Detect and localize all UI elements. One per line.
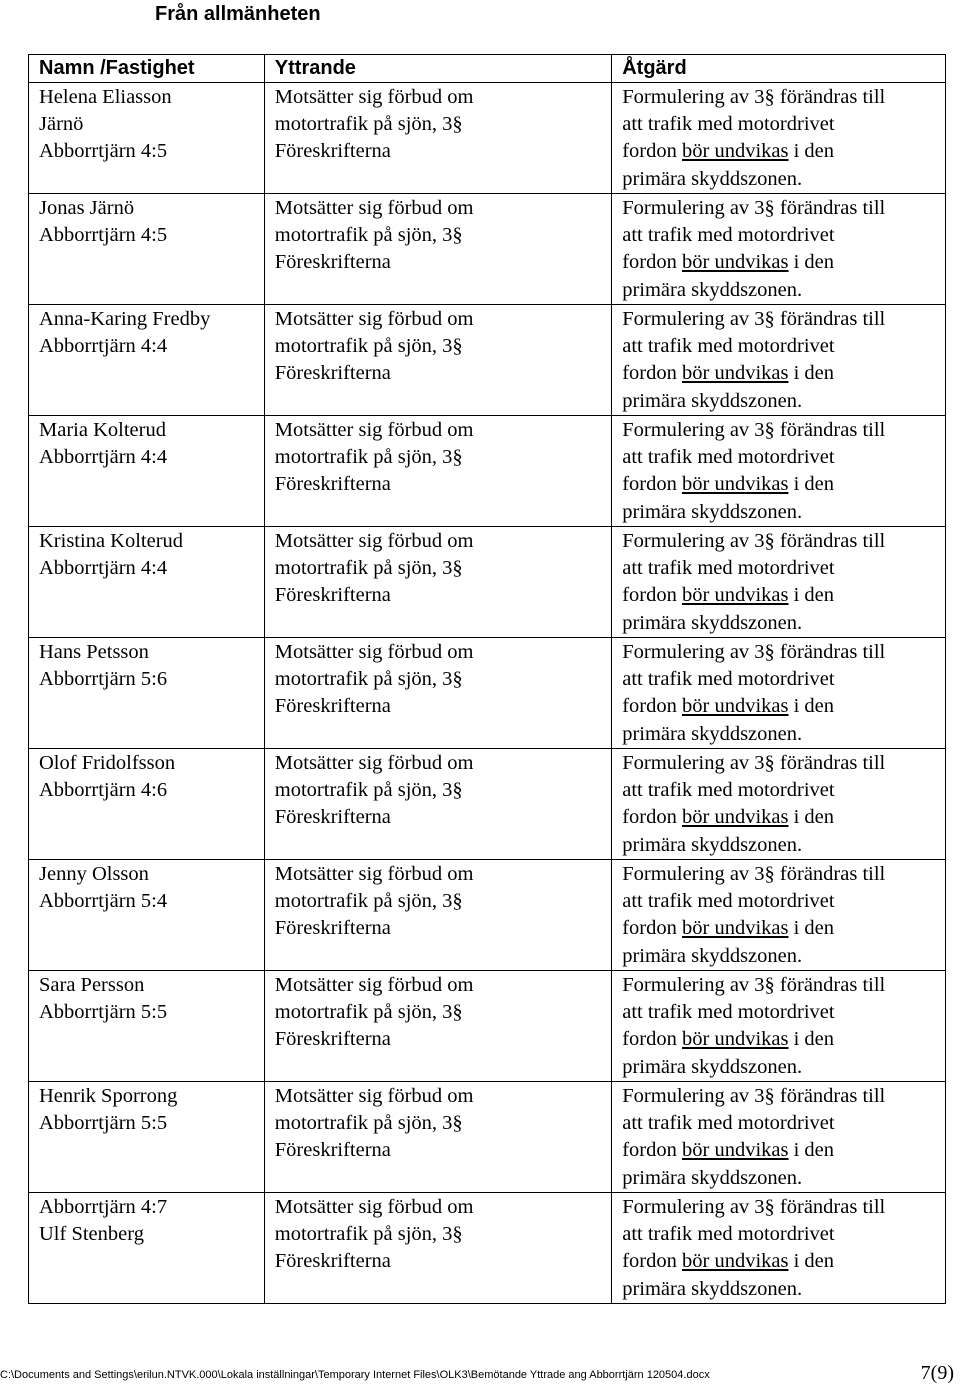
statements-table: [28, 54, 946, 1304]
action-line: [622, 1026, 945, 1053]
statement-line: Motsätter sig förbud om: [274, 86, 474, 108]
cell-name-property: [29, 749, 265, 860]
action-underlined-text: bör undvikas: [682, 473, 789, 496]
table-row: [29, 1193, 946, 1304]
statement-line: Motsätter sig förbud om: [274, 530, 474, 552]
cell-name-property: [29, 860, 265, 971]
action-text: i den: [788, 695, 835, 718]
action-line: primära skyddszonen.: [622, 722, 803, 745]
statement-line: Motsätter sig förbud om: [274, 419, 474, 441]
statement-line: Motsätter sig förbud om: [274, 308, 474, 330]
table-header: [29, 55, 946, 83]
statement-line: Motsätter sig förbud om: [274, 752, 474, 774]
action-text: fordon: [622, 806, 682, 829]
statement-line: Motsätter sig förbud om: [274, 1196, 474, 1218]
cell-statement: [264, 638, 611, 749]
statement-line: Föreskrifterna: [274, 806, 391, 829]
action-underlined-text: bör undvikas: [682, 806, 789, 829]
action-underlined-text: bör undvikas: [682, 584, 789, 607]
name-line: Abborrtjärn 4:7: [39, 1196, 168, 1218]
table-row: [29, 194, 946, 305]
action-underlined-text: bör undvikas: [682, 1139, 789, 1162]
action-line: primära skyddszonen.: [622, 1055, 803, 1078]
action-line: primära skyddszonen.: [622, 1277, 803, 1300]
action-line: att trafik med motordrivet: [622, 779, 835, 802]
cell-action: [612, 305, 946, 416]
statement-line: Föreskrifterna: [274, 362, 391, 385]
action-text: fordon: [622, 584, 682, 607]
action-underlined-text: bör undvikas: [682, 917, 789, 940]
action-text: fordon: [622, 1250, 682, 1273]
action-line: primära skyddszonen.: [622, 389, 803, 412]
statement-line: motortrafik på sjön, 3§: [274, 335, 463, 358]
statement-line: Föreskrifterna: [274, 584, 391, 607]
action-text: i den: [788, 1139, 835, 1162]
action-line: Formulering av 3§ förändras till: [622, 752, 886, 774]
statement-line: Föreskrifterna: [274, 1139, 391, 1162]
action-line: Formulering av 3§ förändras till: [622, 1196, 886, 1218]
action-line: [622, 360, 945, 387]
statement-line: motortrafik på sjön, 3§: [274, 113, 463, 136]
table-row: [29, 416, 946, 527]
action-text: fordon: [622, 1028, 682, 1051]
cell-statement: [264, 860, 611, 971]
cell-statement: [264, 194, 611, 305]
action-line: att trafik med motordrivet: [622, 1112, 835, 1135]
action-line: [622, 471, 945, 498]
action-text: fordon: [622, 1139, 682, 1162]
cell-name-property: [29, 527, 265, 638]
action-text: i den: [788, 473, 835, 496]
action-line: att trafik med motordrivet: [622, 335, 835, 358]
cell-action: [612, 83, 946, 194]
name-line: Abborrtjärn 5:5: [39, 1001, 168, 1024]
statement-line: motortrafik på sjön, 3§: [274, 446, 463, 469]
action-line: att trafik med motordrivet: [622, 224, 835, 247]
table-row: [29, 638, 946, 749]
statement-line: Föreskrifterna: [274, 140, 391, 163]
action-text: fordon: [622, 473, 682, 496]
action-line: att trafik med motordrivet: [622, 446, 835, 469]
cell-action: [612, 416, 946, 527]
header-row: [29, 55, 946, 83]
name-line: Kristina Kolterud: [39, 530, 184, 552]
table-row: [29, 527, 946, 638]
action-line: [622, 138, 945, 165]
action-line: att trafik med motordrivet: [622, 557, 835, 580]
table-row: [29, 83, 946, 194]
statement-line: Motsätter sig förbud om: [274, 974, 474, 996]
action-line: att trafik med motordrivet: [622, 1223, 835, 1246]
action-line: [622, 804, 945, 831]
action-text: i den: [788, 251, 835, 274]
cell-action: [612, 638, 946, 749]
action-line: Formulering av 3§ förändras till: [622, 530, 886, 552]
action-line: att trafik med motordrivet: [622, 890, 835, 913]
name-line: Maria Kolterud: [39, 419, 166, 441]
cell-action: [612, 1193, 946, 1304]
name-line: Anna-Karing Fredby: [39, 308, 211, 330]
cell-name-property: [29, 1082, 265, 1193]
column-header-statement: Yttrande: [264, 55, 611, 83]
cell-name-property: [29, 194, 265, 305]
name-line: Olof Fridolfsson: [39, 752, 176, 774]
statement-line: Föreskrifterna: [274, 695, 391, 718]
statement-line: Motsätter sig förbud om: [274, 197, 474, 219]
action-line: primära skyddszonen.: [622, 1166, 803, 1189]
action-line: Formulering av 3§ förändras till: [622, 1085, 886, 1107]
name-line: Henrik Sporrong: [39, 1085, 178, 1107]
action-line: Formulering av 3§ förändras till: [622, 308, 886, 330]
table-row: [29, 305, 946, 416]
action-line: primära skyddszonen.: [622, 944, 803, 967]
table-row: [29, 860, 946, 971]
name-line: Jenny Olsson: [39, 863, 149, 885]
statement-line: Motsätter sig förbud om: [274, 863, 474, 885]
name-line: Abborrtjärn 4:5: [39, 140, 168, 163]
table-row: [29, 749, 946, 860]
table-row: [29, 971, 946, 1082]
action-line: primära skyddszonen.: [622, 278, 803, 301]
action-text: i den: [788, 140, 835, 163]
column-header-name: Namn /Fastighet: [29, 55, 265, 83]
action-underlined-text: bör undvikas: [682, 695, 789, 718]
cell-action: [612, 194, 946, 305]
name-line: Ulf Stenberg: [39, 1223, 144, 1246]
cell-name-property: [29, 971, 265, 1082]
statement-line: motortrafik på sjön, 3§: [274, 557, 463, 580]
name-line: Abborrtjärn 4:4: [39, 446, 168, 469]
cell-action: [612, 1082, 946, 1193]
action-line: Formulering av 3§ förändras till: [622, 863, 886, 885]
name-line: Abborrtjärn 4:6: [39, 779, 168, 802]
action-text: i den: [788, 362, 835, 385]
cell-action: [612, 527, 946, 638]
cell-statement: [264, 971, 611, 1082]
action-underlined-text: bör undvikas: [682, 251, 789, 274]
action-line: Formulering av 3§ förändras till: [622, 197, 886, 219]
action-line: Formulering av 3§ förändras till: [622, 86, 886, 108]
action-text: i den: [788, 806, 835, 829]
cell-name-property: [29, 638, 265, 749]
action-line: primära skyddszonen.: [622, 611, 803, 634]
statement-line: motortrafik på sjön, 3§: [274, 224, 463, 247]
action-line: att trafik med motordrivet: [622, 668, 835, 691]
action-text: fordon: [622, 362, 682, 385]
action-underlined-text: bör undvikas: [682, 362, 789, 385]
action-line: att trafik med motordrivet: [622, 1001, 835, 1024]
name-line: Jonas Järnö: [39, 197, 135, 219]
action-text: i den: [788, 917, 835, 940]
section-title: Från allmänheten: [155, 3, 321, 25]
column-header-action: Åtgärd: [612, 55, 946, 83]
action-line: [622, 693, 945, 720]
action-line: primära skyddszonen.: [622, 500, 803, 523]
statement-line: Motsätter sig förbud om: [274, 641, 474, 663]
statement-line: Motsätter sig förbud om: [274, 1085, 474, 1107]
statement-line: motortrafik på sjön, 3§: [274, 890, 463, 913]
statement-line: motortrafik på sjön, 3§: [274, 1223, 463, 1246]
name-line: Abborrtjärn 4:5: [39, 224, 168, 247]
action-line: [622, 915, 945, 942]
cell-statement: [264, 83, 611, 194]
name-line: Abborrtjärn 5:4: [39, 890, 168, 913]
name-line: Abborrtjärn 4:4: [39, 335, 168, 358]
statement-line: Föreskrifterna: [274, 1250, 391, 1273]
cell-statement: [264, 416, 611, 527]
statement-line: Föreskrifterna: [274, 473, 391, 496]
action-underlined-text: bör undvikas: [682, 140, 789, 163]
statement-line: Föreskrifterna: [274, 1028, 391, 1051]
name-line: Hans Petsson: [39, 641, 149, 663]
cell-name-property: [29, 416, 265, 527]
cell-name-property: [29, 1193, 265, 1304]
action-line: primära skyddszonen.: [622, 833, 803, 856]
action-line: Formulering av 3§ förändras till: [622, 641, 886, 663]
name-line: Sara Persson: [39, 974, 145, 996]
cell-statement: [264, 305, 611, 416]
action-line: Formulering av 3§ förändras till: [622, 974, 886, 996]
cell-action: [612, 971, 946, 1082]
action-text: i den: [788, 1250, 835, 1273]
table-row: [29, 1082, 946, 1193]
cell-name-property: [29, 83, 265, 194]
cell-action: [612, 749, 946, 860]
name-line: Helena Eliasson: [39, 86, 172, 108]
footer-page-number: 7(9): [920, 1362, 954, 1384]
name-line: Abborrtjärn 4:4: [39, 557, 168, 580]
cell-statement: [264, 527, 611, 638]
action-line: [622, 1248, 945, 1275]
cell-statement: [264, 1193, 611, 1304]
action-line: att trafik med motordrivet: [622, 113, 835, 136]
action-line: [622, 249, 945, 276]
action-text: fordon: [622, 251, 682, 274]
action-text: fordon: [622, 140, 682, 163]
name-line: Järnö: [39, 113, 84, 136]
footer-file-path: C:\Documents and Settings\erilun.NTVK.000\Lokala inställningar\Temporary Internet Files\OLK3\Bemötande Yttrade ang Abborrtjärn 120504.docx: [0, 1369, 710, 1381]
action-line: Formulering av 3§ förändras till: [622, 419, 886, 441]
action-text: i den: [788, 1028, 835, 1051]
action-text: fordon: [622, 695, 682, 718]
action-line: [622, 582, 945, 609]
name-line: Abborrtjärn 5:5: [39, 1112, 168, 1135]
cell-action: [612, 860, 946, 971]
cell-name-property: [29, 305, 265, 416]
statement-line: Föreskrifterna: [274, 917, 391, 940]
action-underlined-text: bör undvikas: [682, 1028, 789, 1051]
statement-line: motortrafik på sjön, 3§: [274, 779, 463, 802]
action-line: [622, 1137, 945, 1164]
statement-line: motortrafik på sjön, 3§: [274, 668, 463, 691]
action-line: primära skyddszonen.: [622, 167, 803, 190]
name-line: Abborrtjärn 5:6: [39, 668, 168, 691]
cell-statement: [264, 749, 611, 860]
table-body: [29, 83, 946, 1304]
statement-line: Föreskrifterna: [274, 251, 391, 274]
statement-line: motortrafik på sjön, 3§: [274, 1001, 463, 1024]
statement-line: motortrafik på sjön, 3§: [274, 1112, 463, 1135]
cell-statement: [264, 1082, 611, 1193]
action-underlined-text: bör undvikas: [682, 1250, 789, 1273]
action-text: fordon: [622, 917, 682, 940]
action-text: i den: [788, 584, 835, 607]
